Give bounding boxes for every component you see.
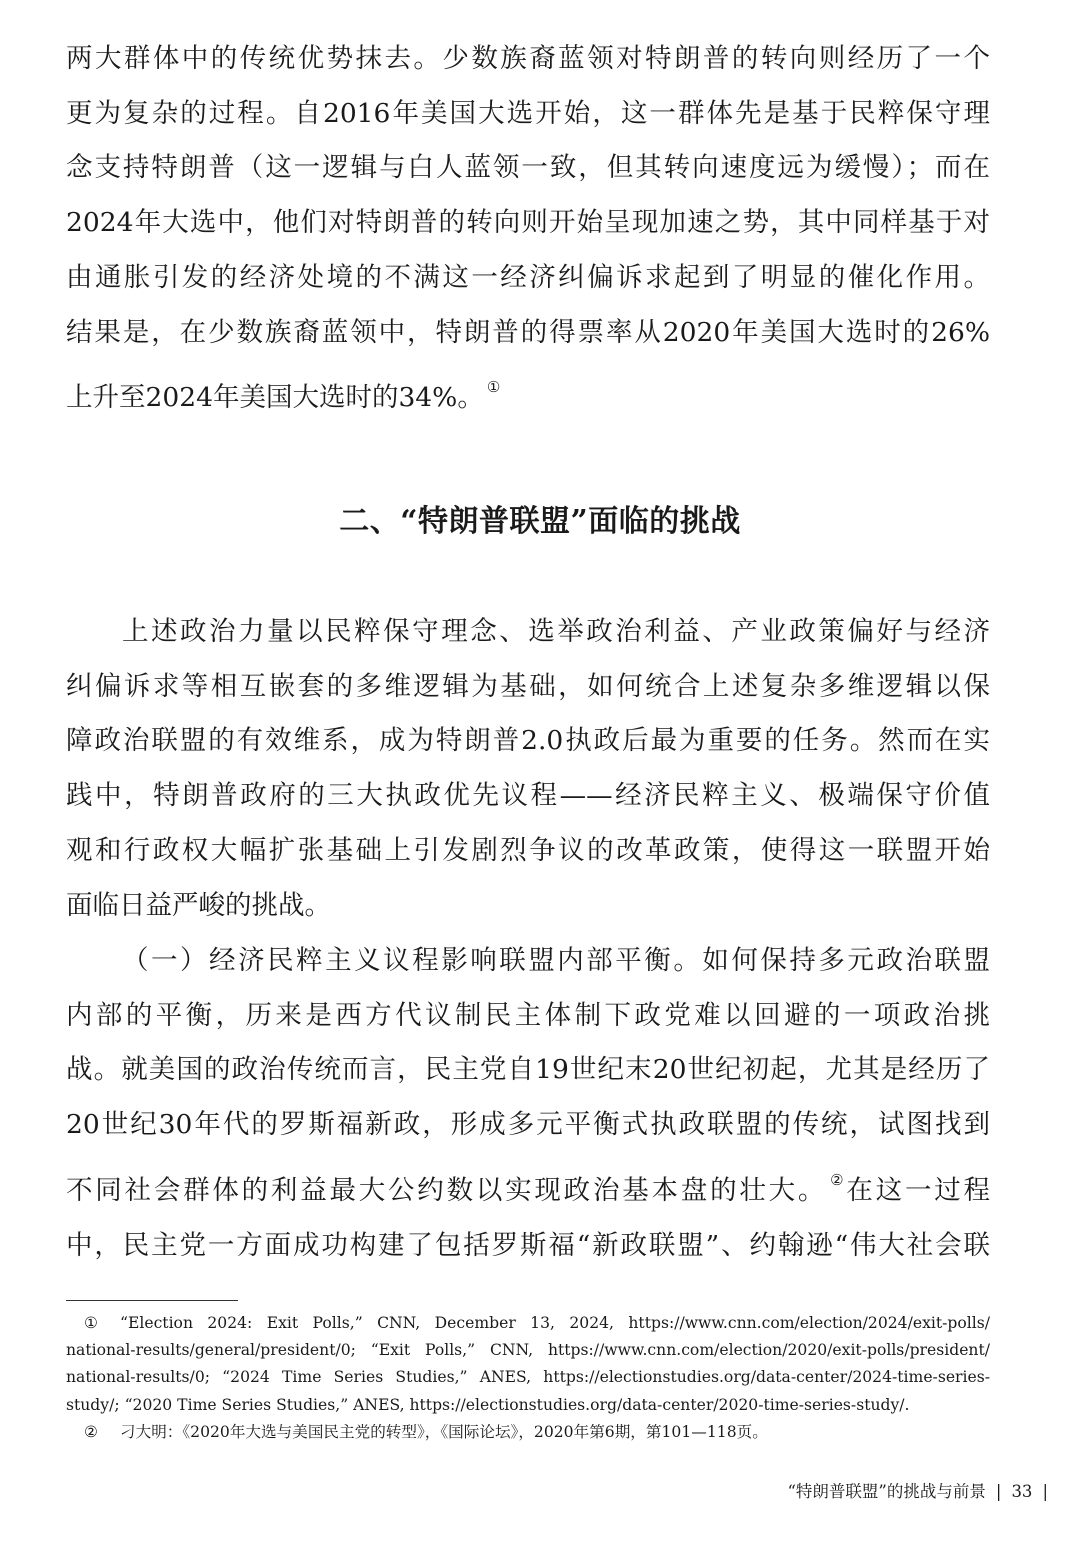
text-line: 中，民主党一方面成功构建了包括罗斯福“新政联盟”、约翰逊“伟大社会联 xyxy=(66,1229,990,1261)
text-line: 2024年大选中，他们对特朗普的转向则开始呈现加速之势，其中同样基于对 xyxy=(66,207,990,239)
text-line-content: 上升至2024年美国大选时的34%。 xyxy=(66,382,484,414)
body-paragraph-1 xyxy=(66,32,990,426)
running-footer xyxy=(788,1480,1059,1504)
text-line-continuation: 在这一过程 xyxy=(846,1174,991,1206)
text-line: 观和行政权大幅扩张基础上引发剧烈争议的改革政策，使得这一联盟开始 xyxy=(66,834,990,866)
text-line-content: 不同社会群体的利益最大公约数以实现政治基本盘的壮大。 xyxy=(66,1174,828,1206)
page-number: 33 xyxy=(1011,1482,1033,1501)
footnote-1-line: national-results/0; “2024 Time Series Studies,” ANES, https://electionstudies.org/data-center/2024-time-series- xyxy=(66,1368,990,1387)
footnote-1-mark: ① xyxy=(84,1314,98,1332)
text-line: 践中，特朗普政府的三大执政优先议程——经济民粹主义、极端保守价值 xyxy=(66,780,990,812)
footnote-divider xyxy=(66,1300,238,1301)
footnote-1-text: “Election 2024: Exit Polls,” CNN, December 13, 2024, https://www.cnn.com/election/2024/exit-polls/ xyxy=(120,1314,990,1332)
footnote-1-line: study/; “2020 Time Series Studies,” ANES, https://electionstudies.org/data-center/2020-time-series-study/. xyxy=(66,1395,910,1414)
footnote-1-line: national-results/general/president/0; “Exit Polls,” CNN, https://www.cnn.com/election/2020/exit-polls/president/ xyxy=(66,1341,990,1360)
text-line: 上述政治力量以民粹保守理念、选举政治利益、产业政策偏好与经济 xyxy=(122,616,990,647)
text-line xyxy=(66,1153,990,1219)
footnote-ref-2[interactable]: ② xyxy=(830,1170,847,1189)
text-line: 20世纪30年代的罗斯福新政，形成多元平衡式执政联盟的传统，试图找到 xyxy=(66,1109,990,1141)
section-heading: 二、“特朗普联盟”面临的挑战 xyxy=(339,504,741,539)
text-line: 结果是，在少数族裔蓝领中，特朗普的得票率从2020年美国大选时的26% xyxy=(66,316,990,348)
body-paragraph-2 xyxy=(66,605,990,933)
text-line: 更为复杂的过程。自2016年美国大选开始，这一群体先是基于民粹保守理 xyxy=(66,97,990,129)
text-line: 战。就美国的政治传统而言，民主党自19世纪末20世纪初起，尤其是经历了 xyxy=(66,1054,990,1086)
text-line xyxy=(66,360,990,426)
footnote-2-mark: ② xyxy=(84,1422,98,1441)
text-line: 纠偏诉求等相互嵌套的多维逻辑为基础，如何统合上述复杂多维逻辑以保 xyxy=(66,670,990,702)
footnotes xyxy=(66,1310,990,1446)
footer-trailing-separator: | xyxy=(1042,1482,1048,1501)
text-line: 面临日益严峻的挑战。 xyxy=(66,889,331,921)
text-line: 由通胀引发的经济处境的不满这一经济纠偏诉求起到了明显的催化作用。 xyxy=(66,261,990,293)
text-line: （一）经济民粹主义议程影响联盟内部平衡。如何保持多元政治联盟 xyxy=(122,945,990,976)
footnote-ref-1[interactable]: ① xyxy=(486,378,501,397)
footnote-1-line xyxy=(66,1310,990,1337)
body-paragraph-3 xyxy=(66,934,990,1273)
text-line: 障政治联盟的有效维系，成为特朗普2.0执政后最为重要的任务。然而在实 xyxy=(66,725,990,757)
footer-title: “特朗普联盟”的挑战与前景 xyxy=(787,1482,986,1501)
footer-separator: | xyxy=(995,1482,1002,1501)
text-line: 两大群体中的传统优势抹去。少数族裔蓝领对特朗普的转向则经历了一个 xyxy=(66,43,990,74)
text-line: 念支持特朗普（这一逻辑与白人蓝领一致，但其转向速度远为缓慢）；而在 xyxy=(66,152,990,184)
text-line: 内部的平衡，历来是西方代议制民主体制下政党难以回避的一项政治挑 xyxy=(66,999,990,1031)
footnote-2-line xyxy=(66,1419,990,1446)
footnote-2-text: 刁大明：《2020年大选与美国民主党的转型》，《国际论坛》，2020年第6期，第101—118页。 xyxy=(120,1422,768,1441)
